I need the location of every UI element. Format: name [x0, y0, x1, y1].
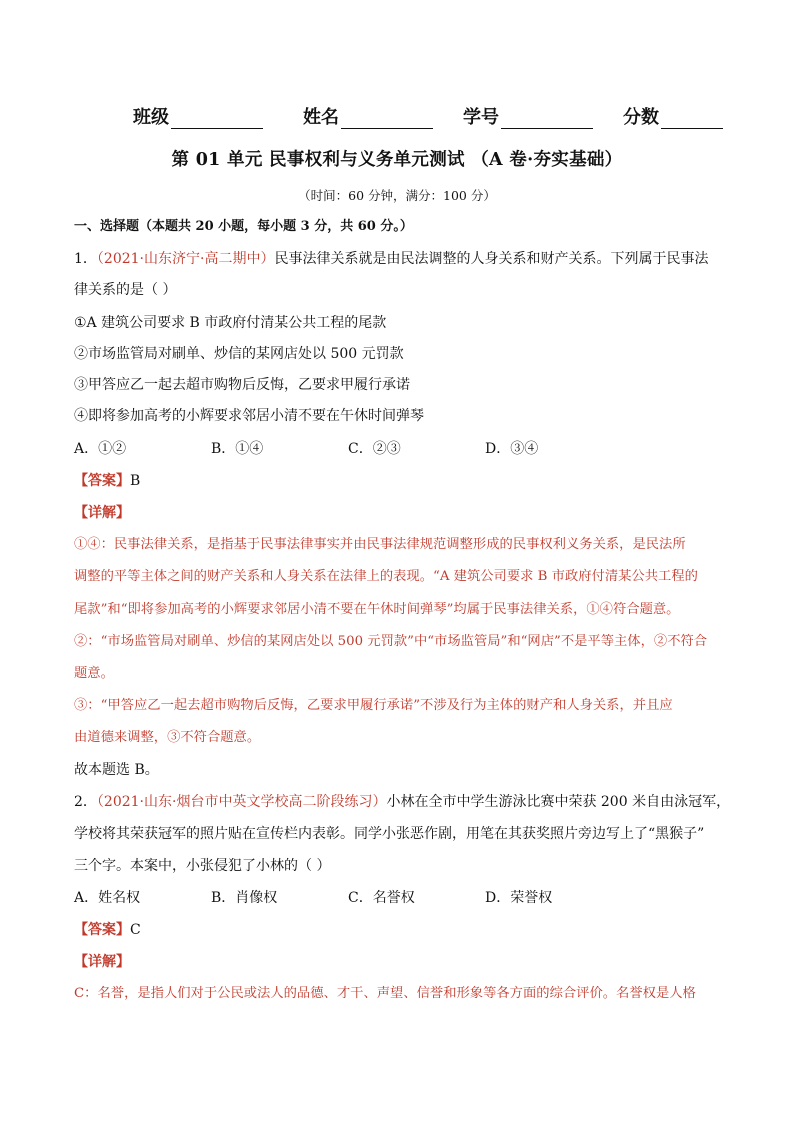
q1-answer-line [74, 471, 734, 491]
q2-option-b[interactable]: B．肖像权 [211, 890, 278, 906]
score-label: 分数 [623, 107, 659, 128]
q1-item: ②市场监管局对刷单、炒信的某网店处以 500 元罚款 [74, 346, 404, 362]
q1-detail-line: 题意。 [74, 666, 114, 681]
name-label: 姓名 [303, 107, 339, 128]
name-blank[interactable] [341, 109, 433, 129]
q1-source: （2021·山东济宁·高二期中） [96, 251, 275, 267]
q1-stem-line-2: 律关系的是（ ） [74, 282, 177, 298]
q1-stem-line-1 [74, 249, 734, 269]
q2-detail-line: C：名誉，是指人们对于公民或法人的品德、才干、声望、信誉和形象等各方面的综合评价。名誉权是人格 [74, 986, 696, 1001]
q2-stem-line-1 [74, 792, 734, 812]
page-title: 第 01 单元 民事权利与义务单元测试 （A 卷·夯实基础） [171, 150, 623, 170]
section-heading: 一、选择题（本题共 20 小题，每小题 3 分，共 60 分。） [74, 219, 413, 234]
q1-detail-line: ③：“甲答应乙一起去超市购物后反悔，乙要求甲履行承诺”不涉及行为主体的财产和人身关系，并且应 [74, 698, 673, 713]
q1-conclusion: 故本题选 B。 [74, 762, 159, 778]
q2-source: （2021·山东·烟台市中英文学校高二阶段练习） [96, 794, 387, 810]
q2-answer-line [74, 920, 734, 940]
q2-answer-label: 【答案】 [74, 922, 130, 938]
class-field[interactable] [133, 103, 263, 129]
q2-answer-value: C [130, 922, 141, 938]
q2-stem-line-3: 三个字。本案中，小张侵犯了小林的（ ） [74, 858, 331, 874]
name-field[interactable] [303, 103, 433, 129]
q1-number: 1． [74, 251, 97, 267]
q2-stem-line-2: 学校将其荣获冠军的照片贴在宣传栏内表彰。同学小张恶作剧，用笔在其获奖照片旁边写上了“黑猴子” [74, 826, 705, 842]
class-blank[interactable] [171, 109, 263, 129]
q1-detail-line: ②：“市场监管局对刷单、炒信的某网店处以 500 元罚款”中“市场监管局”和“网店”不是平等主体，②不符合 [74, 634, 708, 649]
q1-detail-line: ①④：民事法律关系，是指基于民事法律事实并由民事法律规范调整形成的民事权利义务关系，是民法所 [74, 537, 686, 552]
q1-detail-label: 【详解】 [74, 505, 130, 521]
q1-detail-line: 尾款”和“即将参加高考的小辉要求邻居小清不要在午休时间弹琴”均属于民事法律关系，①④符合题意。 [74, 602, 680, 617]
student-info-row [133, 103, 733, 129]
page-subtitle: （时间：60 分钟，满分：100 分） [298, 188, 496, 203]
q1-answer-label: 【答案】 [74, 473, 130, 489]
q1-option-b[interactable]: B．①④ [211, 441, 264, 457]
q1-detail-line: 调整的平等主体之间的财产关系和人身关系在法律上的表现。“A 建筑公司要求 B 市政府付清某公共工程的 [74, 569, 698, 584]
score-field[interactable] [623, 103, 723, 129]
q1-item: ④即将参加高考的小辉要求邻居小清不要在午休时间弹琴 [74, 408, 424, 424]
q1-option-c[interactable]: C．②③ [348, 441, 401, 457]
q1-detail-line: 由道德来调整，③不符合题意。 [74, 730, 261, 745]
q1-item: ③甲答应乙一起去超市购物后反悔，乙要求甲履行承诺 [74, 377, 410, 393]
q2-stem-text-1: 小林在全市中学生游泳比赛中荣获 200 米自由泳冠军， [386, 794, 731, 810]
q1-stem-text-1: 民事法律关系就是由民法调整的人身关系和财产关系。下列属于民事法 [274, 251, 709, 267]
score-blank[interactable] [661, 109, 723, 129]
student-id-field[interactable] [463, 103, 593, 129]
q2-option-c[interactable]: C．名誉权 [348, 890, 415, 906]
q1-answer-value: B [130, 473, 141, 489]
q1-item: ①A 建筑公司要求 B 市政府付清某公共工程的尾款 [74, 315, 387, 331]
student-id-blank[interactable] [501, 109, 593, 129]
q2-option-d[interactable]: D．荣誉权 [485, 890, 553, 906]
class-label: 班级 [133, 107, 169, 128]
q2-option-a[interactable]: A．姓名权 [74, 890, 141, 906]
q1-option-d[interactable]: D．③④ [485, 441, 539, 457]
q2-detail-label: 【详解】 [74, 954, 130, 970]
q2-number: 2． [74, 794, 97, 810]
student-id-label: 学号 [463, 107, 499, 128]
q1-option-a[interactable]: A．①② [74, 441, 127, 457]
